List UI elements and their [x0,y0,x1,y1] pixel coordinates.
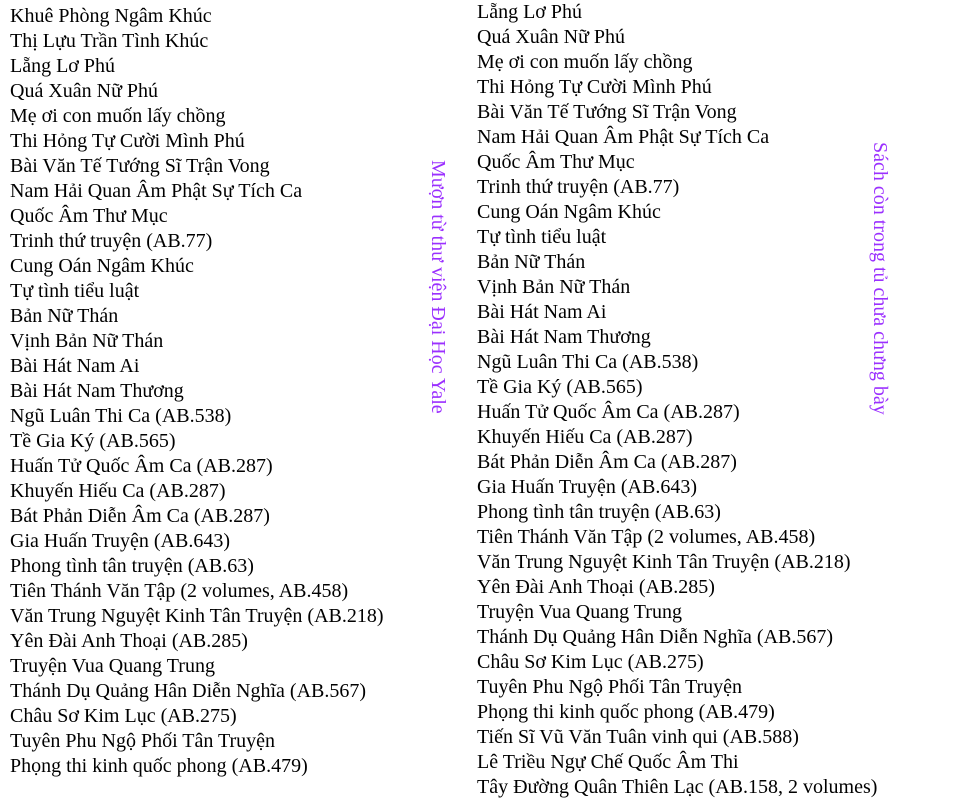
borrowed-from-yale-label: Mượn từ thư viện Đại Học Yale [427,160,449,414]
list-item: Tề Gia Ký (AB.565) [10,430,176,452]
list-item: Quốc Âm Thư Mục [10,205,168,227]
list-item: Tây Đường Quân Thiên Lạc (AB.158, 2 volumes) [477,776,878,798]
list-item: Bài Hát Nam Thương [477,326,651,348]
list-item: Tuyên Phu Ngộ Phối Tân Truyện [477,676,743,698]
list-item: Khuê Phòng Ngâm Khúc [10,5,212,27]
list-item: Tuyên Phu Ngộ Phối Tân Truyện [10,730,276,752]
list-item: Trinh thứ truyện (AB.77) [10,230,213,252]
list-item: Yên Đài Anh Thoại (AB.285) [477,576,715,598]
list-item: Quá Xuân Nữ Phú [477,26,626,48]
list-item: Thánh Dụ Quảng Hân Diễn Nghĩa (AB.567) [477,626,834,648]
list-item: Nam Hải Quan Âm Phật Sự Tích Ca [477,126,770,148]
list-item: Thánh Dụ Quảng Hân Diễn Nghĩa (AB.567) [10,680,367,702]
list-item: Khuyến Hiếu Ca (AB.287) [477,426,693,448]
list-item: Bản Nữ Thán [477,251,586,273]
list-item: Châu Sơ Kim Lục (AB.275) [10,705,237,727]
list-item: Ngũ Luân Thi Ca (AB.538) [10,405,232,427]
list-item: Lẵng Lơ Phú [477,1,583,23]
list-item: Mẹ ơi con muốn lấy chồng [10,105,226,127]
list-item: Lẵng Lơ Phú [10,55,116,77]
list-item: Tề Gia Ký (AB.565) [477,376,643,398]
list-item: Phọng thi kinh quốc phong (AB.479) [10,755,308,777]
list-item: Tiên Thánh Văn Tập (2 volumes, AB.458) [10,580,349,602]
list-item: Phong tình tân truyện (AB.63) [10,555,254,577]
list-item: Gia Huấn Truyện (AB.643) [10,530,230,552]
list-item: Trinh thứ truyện (AB.77) [477,176,680,198]
list-item: Bài Hát Nam Ai [477,301,607,323]
list-item: Mẹ ơi con muốn lấy chồng [477,51,693,73]
list-item: Cung Oán Ngâm Khúc [477,201,661,223]
list-item: Bản Nữ Thán [10,305,119,327]
list-item: Quá Xuân Nữ Phú [10,80,159,102]
list-item: Văn Trung Nguyệt Kinh Tân Truyện (AB.218) [477,551,851,573]
list-item: Phong tình tân truyện (AB.63) [477,501,721,523]
left-book-list [10,4,384,779]
books-in-cabinet-label: Sách còn trong tủ chưa chưng bày [869,142,891,415]
list-item: Huấn Tử Quốc Âm Ca (AB.287) [477,401,740,423]
list-item: Bát Phản Diễn Âm Ca (AB.287) [10,505,270,527]
list-item: Cung Oán Ngâm Khúc [10,255,194,277]
list-item: Thị Lựu Trần Tình Khúc [10,30,209,52]
list-item: Châu Sơ Kim Lục (AB.275) [477,651,704,673]
list-item: Vịnh Bản Nữ Thán [10,330,164,352]
list-item: Tự tình tiểu luật [477,226,607,248]
list-item: Bài Văn Tế Tướng Sĩ Trận Vong [10,155,270,177]
list-item: Khuyến Hiếu Ca (AB.287) [10,480,226,502]
list-item: Vịnh Bản Nữ Thán [477,276,631,298]
list-item: Tiến Sĩ Vũ Văn Tuân vinh qui (AB.588) [477,726,799,748]
list-item: Thi Hỏng Tự Cười Mình Phú [10,130,245,152]
list-item: Gia Huấn Truyện (AB.643) [477,476,697,498]
list-item: Bài Hát Nam Thương [10,380,184,402]
list-item: Truyện Vua Quang Trung [477,601,682,623]
list-item: Tiên Thánh Văn Tập (2 volumes, AB.458) [477,526,816,548]
list-item: Ngũ Luân Thi Ca (AB.538) [477,351,699,373]
list-item: Văn Trung Nguyệt Kinh Tân Truyện (AB.218) [10,605,384,627]
list-item: Phọng thi kinh quốc phong (AB.479) [477,701,775,723]
right-book-list [477,0,877,800]
list-item: Huấn Tử Quốc Âm Ca (AB.287) [10,455,273,477]
list-item: Truyện Vua Quang Trung [10,655,215,677]
list-item: Bài Văn Tế Tướng Sĩ Trận Vong [477,101,737,123]
list-item: Nam Hải Quan Âm Phật Sự Tích Ca [10,180,303,202]
list-item: Tự tình tiểu luật [10,280,140,302]
list-item: Bát Phản Diễn Âm Ca (AB.287) [477,451,737,473]
list-item: Yên Đài Anh Thoại (AB.285) [10,630,248,652]
list-item: Bài Hát Nam Ai [10,355,140,377]
list-item: Thi Hỏng Tự Cười Mình Phú [477,76,712,98]
list-item: Quốc Âm Thư Mục [477,151,635,173]
list-item: Lê Triều Ngự Chế Quốc Âm Thi [477,751,739,773]
